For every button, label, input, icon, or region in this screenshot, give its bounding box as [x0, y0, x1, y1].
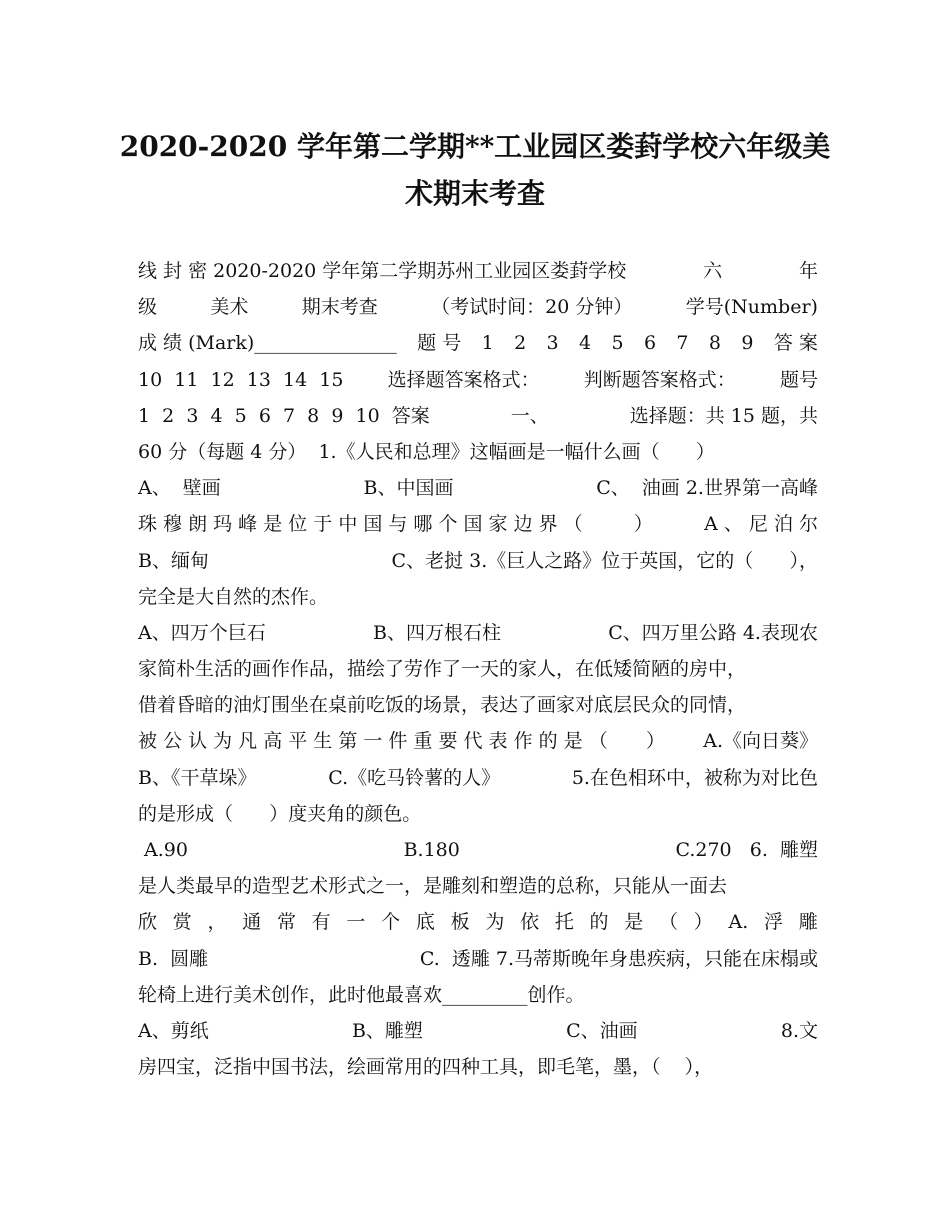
text-segment: 答 案 — [773, 332, 818, 355]
text-line — [138, 1013, 818, 1049]
text-segment: 线 封 密 2020-2020 学年第二学期苏州工业园区娄葑学校 — [138, 260, 627, 282]
text-segment: 有 — [311, 911, 331, 934]
text-segment: （ — [659, 911, 679, 934]
text-segment: 8 — [708, 332, 721, 355]
text-segment: 学号(Number) — [685, 296, 818, 319]
text-segment: 是人类最早的造型艺术形式之一，是雕刻和塑造的总称，只能从一面去 — [138, 875, 728, 898]
text-line — [138, 796, 818, 832]
text-segment: 赏 — [172, 911, 192, 934]
text-segment: A 、 尼 泊 尔 — [704, 513, 818, 536]
text-segment: B.180 — [403, 839, 460, 861]
text-line — [138, 760, 818, 796]
text-segment: （考试时间：20 分钟） — [431, 296, 633, 319]
text-segment: 7 — [676, 332, 689, 355]
document-title-line-1: 2020-2020 学年第二学期**工业园区娄葑学校六年级美 — [119, 130, 831, 163]
text-segment: 完全是大自然的杰作。 — [138, 585, 329, 608]
text-line — [138, 362, 818, 398]
text-segment: B、中国画 — [363, 477, 454, 500]
text-segment: ， — [207, 911, 227, 934]
document-body — [138, 253, 818, 1085]
text-segment: A、四万个巨石 — [138, 621, 266, 644]
text-segment: 珠 穆 朗 玛 峰 是 位 于 中 国 与 哪 个 国 家 边 界 （ — [138, 513, 583, 536]
text-segment: 雕 — [798, 911, 818, 934]
text-segment: A、 壁画 — [138, 477, 221, 500]
text-segment: 3 — [546, 332, 559, 355]
text-segment: 5 — [611, 332, 624, 355]
text-segment: 常 — [276, 911, 296, 934]
text-segment: 9 — [741, 332, 754, 355]
text-line — [138, 434, 818, 470]
text-line — [138, 506, 818, 542]
text-segment: ） — [633, 513, 653, 536]
text-segment: 通 — [242, 911, 262, 934]
text-segment: 选择题：共 15 题，共 — [629, 404, 818, 427]
text-segment: 轮椅上进行美术创作，此时他最喜欢_________创作。 — [138, 983, 585, 1006]
text-segment: C、老挝 3.《巨人之路》位于英国，它的（ ）， — [391, 549, 818, 572]
text-segment: ） — [645, 730, 665, 753]
text-line — [138, 470, 818, 506]
text-line — [138, 398, 818, 434]
text-segment: 8.文 — [780, 1019, 818, 1042]
text-segment: C.270 6. 雕塑 — [675, 839, 818, 861]
text-line — [138, 687, 818, 723]
text-segment: 期末考查 — [301, 296, 378, 319]
text-segment: 个 — [381, 911, 401, 934]
text-segment: 2 — [514, 332, 527, 355]
text-segment: 为 — [485, 911, 505, 934]
text-segment: 年 — [798, 260, 818, 282]
text-line — [138, 651, 818, 687]
text-segment: 托 — [554, 911, 574, 934]
text-line — [138, 723, 818, 759]
text-segment: 底 — [415, 911, 435, 934]
text-segment: 美术 — [210, 296, 249, 319]
document-title-line-2: 术期末考查 — [404, 177, 545, 210]
text-segment: C、四万里公路 4.表现农 — [608, 621, 818, 644]
text-line — [138, 1049, 818, 1085]
text-line — [138, 904, 818, 940]
text-segment: C. 透雕 7.马蒂斯晚年身患疾病，只能在床榻或 — [419, 947, 818, 970]
text-segment: 欣 — [138, 911, 158, 934]
text-segment: 判断题答案格式： — [583, 368, 736, 391]
text-line — [138, 941, 818, 977]
text-segment: C、油画 — [566, 1019, 638, 1042]
text-segment: 4 — [579, 332, 592, 355]
text-line — [138, 289, 818, 325]
text-segment: 一、 — [510, 404, 549, 427]
text-segment: A. — [728, 911, 749, 934]
text-line — [138, 977, 818, 1013]
text-segment: 选择题答案格式： — [387, 368, 540, 391]
text-segment: 10 11 12 13 14 15 — [138, 368, 344, 391]
text-segment: 依 — [520, 911, 540, 934]
text-line — [138, 253, 818, 289]
text-segment: B、《干草垛》 — [138, 766, 257, 789]
text-line — [138, 868, 818, 904]
text-segment: 板 — [450, 911, 470, 934]
text-segment: 5.在色相环中，被称为对比色 — [571, 766, 818, 789]
text-segment: B、四万根石柱 — [373, 621, 501, 644]
text-segment: B. 圆雕 — [138, 947, 209, 970]
text-segment: 的 — [589, 911, 609, 934]
text-segment: 1 2 3 4 5 6 7 8 9 10 答案 — [138, 404, 430, 427]
text-segment: C、 油画 2.世界第一高峰 — [596, 477, 818, 500]
text-segment: 六 — [703, 260, 723, 282]
text-segment: C.《吃马铃薯的人》 — [328, 766, 501, 789]
text-segment: 家简朴生活的画作作品，描绘了劳作了一天的家人，在低矮简陋的房中， — [138, 658, 747, 681]
text-segment: 是 — [624, 911, 644, 934]
text-segment: 题号 — [779, 368, 818, 391]
text-segment: B、雕塑 — [351, 1019, 423, 1042]
text-segment: 被 公 认 为 凡 高 平 生 第 一 件 重 要 代 表 作 的 是 （ — [138, 730, 608, 753]
text-segment: A.《向日葵》 — [703, 730, 818, 753]
text-segment: 借着昏暗的油灯围坐在桌前吃饭的场景，表达了画家对底层民众的同情， — [138, 694, 747, 717]
text-segment: 房四宝，泛指中国书法，绘画常用的四种工具，即毛笔，墨，（ ）， — [138, 1056, 714, 1079]
text-segment: B、缅甸 — [138, 549, 209, 572]
text-segment: 题 号 — [417, 332, 462, 355]
text-line — [138, 579, 818, 615]
text-segment: 6 — [643, 332, 657, 355]
text-segment: A、剪纸 — [138, 1019, 209, 1042]
text-line — [138, 615, 818, 651]
text-segment: A.90 — [138, 839, 188, 861]
text-line — [138, 325, 818, 361]
text-segment: 的是形成（ ）度夹角的颜色。 — [138, 802, 422, 825]
text-segment: 一 — [346, 911, 366, 934]
text-segment: 1 — [481, 332, 494, 355]
text-segment: 60 分（每题 4 分） 1.《人民和总理》这幅画是一幅什么画（ ） — [138, 440, 715, 463]
text-segment: ） — [693, 911, 713, 934]
text-segment: 级 — [138, 296, 158, 319]
text-line — [138, 832, 818, 868]
text-segment: 浮 — [763, 911, 783, 934]
text-line — [138, 543, 818, 579]
text-segment: 成 绩 (Mark)_______________ — [138, 332, 397, 355]
